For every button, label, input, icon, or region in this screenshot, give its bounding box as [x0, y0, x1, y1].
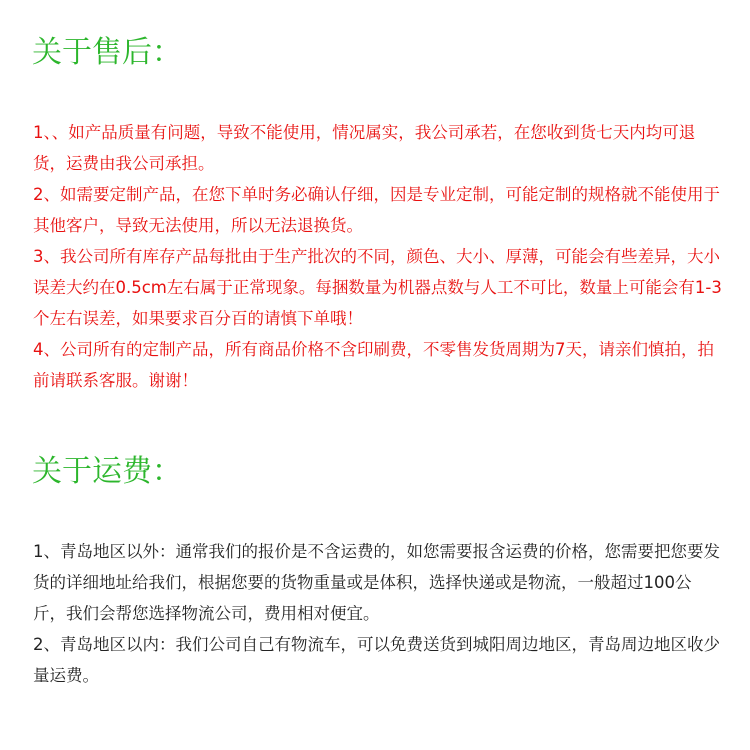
shipping-item-2: 2、青岛地区以内：我们公司自己有物流车，可以免费送货到城阳周边地区，青岛周边地区收少量运费。 [33, 635, 720, 685]
after-sales-item-4: 4、公司所有的定制产品，所有商品价格不含印刷费，不零售发货周期为7天，请亲们慎拍，拍前请联系客服。谢谢！ [33, 340, 714, 390]
after-sales-heading: 关于售后： [32, 35, 182, 70]
shipping-heading: 关于运费： [32, 454, 182, 489]
after-sales-item-1: 1、、如产品质量有问题，导致不能使用，情况属实，我公司承若，在您收到货七天内均可退货，运费由我公司承担。 [33, 123, 696, 173]
after-sales-item-2: 2、如需要定制产品，在您下单时务必确认仔细，因是专业定制，可能定制的规格就不能使用于其他客户，导致无法使用，所以无法退换货。 [33, 185, 720, 235]
after-sales-list [33, 117, 723, 396]
shipping-item-1: 1、青岛地区以外：通常我们的报价是不含运费的，如您需要报含运费的价格，您需要把您要发货的详细地址给我们，根据您要的货物重量或是体积，选择快递或是物流，一般超过100公斤，我们会帮您选择物流公司，费用相对便宜。 [33, 542, 720, 623]
after-sales-item-3: 3、我公司所有库存产品每批由于生产批次的不同，颜色、大小、厚薄，可能会有些差异，大小误差大约在0.5cm左右属于正常现象。每捆数量为机器点数与人工不可比，数量上可能会有1-3个左右误差，如果要求百分百的请慎下单哦！ [33, 247, 722, 328]
shipping-list [33, 536, 723, 691]
